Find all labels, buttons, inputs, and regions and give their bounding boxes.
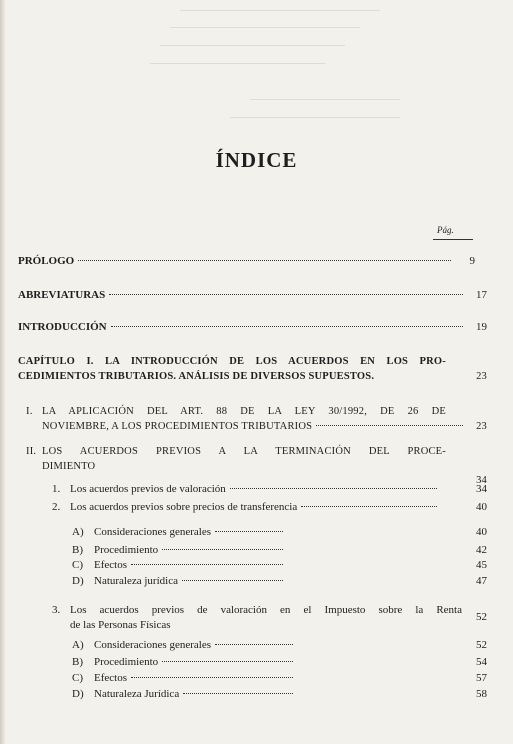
item-label: Consideraciones generales bbox=[94, 639, 211, 651]
toc-item-2d bbox=[72, 574, 487, 589]
toc-entry-page: 23 bbox=[476, 421, 487, 432]
dot-leader bbox=[182, 580, 283, 581]
dot-leader bbox=[131, 677, 293, 678]
dot-leader bbox=[162, 549, 283, 550]
toc-entry-label: ABREVIATURAS bbox=[18, 289, 106, 301]
toc-entry-page: 34 bbox=[476, 483, 487, 495]
toc-entry-page: 45 bbox=[476, 559, 487, 571]
item-label: Efectos bbox=[94, 672, 127, 684]
toc-subsection-3 bbox=[52, 603, 487, 633]
toc-entry-page: 40 bbox=[476, 501, 487, 513]
dot-leader bbox=[215, 644, 293, 645]
toc-item-3d bbox=[72, 687, 487, 702]
item-letter: B) bbox=[72, 656, 83, 668]
toc-entry-page: 47 bbox=[476, 575, 487, 587]
toc-item-2b bbox=[72, 543, 487, 558]
item-letter: D) bbox=[72, 688, 84, 700]
page-column-rule bbox=[433, 239, 473, 240]
section-title-line-1: LOS ACUERDOS PREVIOS A LA TERMINACIÓN DEL PROCE- bbox=[42, 446, 446, 457]
toc-entry-page: 58 bbox=[476, 688, 487, 700]
section-title-line-2: DIMIENTO bbox=[42, 461, 96, 472]
toc-entry-label: PRÓLOGO bbox=[18, 255, 75, 267]
toc-subsection-2 bbox=[52, 500, 487, 515]
toc-entry-page: 23 bbox=[476, 371, 487, 382]
item-label: Procedimiento bbox=[94, 544, 159, 556]
chapter-title-line-1: CAPÍTULO I. LA INTRODUCCIÓN DE LOS ACUERDOS EN LOS PRO- bbox=[18, 356, 446, 367]
page-title: ÍNDICE bbox=[215, 148, 298, 172]
toc-entry-page: 19 bbox=[476, 321, 487, 333]
subsection-number: 1. bbox=[52, 483, 61, 495]
toc-entry-page: 9 bbox=[469, 255, 475, 267]
subsection-label: Los acuerdos previos sobre precios de transferencia bbox=[70, 501, 298, 513]
dot-leader bbox=[109, 294, 463, 295]
toc-entry-page: 17 bbox=[476, 289, 487, 301]
section-number: I. bbox=[26, 406, 33, 417]
subsection-number: 3. bbox=[52, 604, 61, 616]
toc-item-3a bbox=[72, 638, 487, 653]
toc-item-3b bbox=[72, 655, 487, 670]
toc-entry-label: INTRODUCCIÓN bbox=[18, 321, 107, 333]
toc-chapter-1 bbox=[18, 354, 487, 384]
toc-entry-page: 34 bbox=[476, 475, 487, 486]
dot-leader bbox=[230, 488, 437, 489]
page-column-label: Pág. bbox=[437, 225, 454, 235]
toc-section-1 bbox=[26, 404, 487, 434]
toc-entry-introduccion bbox=[18, 320, 487, 335]
item-label: Consideraciones generales bbox=[94, 526, 211, 538]
toc-item-3c bbox=[72, 671, 487, 686]
section-number: II. bbox=[26, 446, 37, 457]
dot-leader bbox=[316, 425, 463, 426]
toc-entry-page: 40 bbox=[476, 526, 487, 538]
toc-entry-page: 52 bbox=[476, 639, 487, 651]
dot-leader bbox=[111, 326, 463, 327]
dot-leader bbox=[183, 693, 293, 694]
toc-entry-page: 54 bbox=[476, 656, 487, 668]
item-label: Naturaleza Jurídica bbox=[94, 688, 180, 700]
toc-entry-page: 42 bbox=[476, 544, 487, 556]
chapter-title-line-2: CEDIMIENTOS TRIBUTARIOS. ANÁLISIS DE DIVERSOS SUPUESTOS. bbox=[18, 371, 375, 382]
show-through-text bbox=[0, 0, 513, 130]
item-label: Procedimiento bbox=[94, 656, 159, 668]
toc-section-2 bbox=[26, 444, 487, 486]
dot-leader bbox=[131, 564, 283, 565]
toc-entry-prologo bbox=[18, 254, 475, 269]
dot-leader bbox=[162, 661, 293, 662]
item-letter: D) bbox=[72, 575, 84, 587]
item-letter: A) bbox=[72, 526, 84, 538]
toc-item-2c bbox=[72, 558, 487, 573]
item-letter: C) bbox=[72, 559, 83, 571]
dot-leader bbox=[215, 531, 283, 532]
section-title-line-1: LA APLICACIÓN DEL ART. 88 DE LA LEY 30/1992, DE 26 DE bbox=[42, 406, 446, 417]
subsection-title-line-1: Los acuerdos previos de valoración en el Impuesto sobre la Renta bbox=[70, 604, 462, 616]
toc-entry-page: 57 bbox=[476, 672, 487, 684]
toc-entry-page: 52 bbox=[476, 611, 487, 623]
subsection-number: 2. bbox=[52, 501, 61, 513]
section-title-line-2: NOVIEMBRE, A LOS PROCEDIMIENTOS TRIBUTARIOS bbox=[42, 421, 313, 432]
item-letter: A) bbox=[72, 639, 84, 651]
item-label: Efectos bbox=[94, 559, 127, 571]
item-letter: C) bbox=[72, 672, 83, 684]
item-letter: B) bbox=[72, 544, 83, 556]
dot-leader bbox=[78, 260, 451, 261]
toc-entry-abreviaturas bbox=[18, 288, 487, 303]
toc-subsection-1 bbox=[52, 482, 487, 497]
subsection-label: Los acuerdos previos de valoración bbox=[70, 483, 226, 495]
item-label: Naturaleza jurídica bbox=[94, 575, 178, 587]
dot-leader bbox=[301, 506, 437, 507]
toc-item-2a bbox=[72, 525, 487, 540]
subsection-title-line-2: de las Personas Físicas bbox=[70, 619, 171, 631]
